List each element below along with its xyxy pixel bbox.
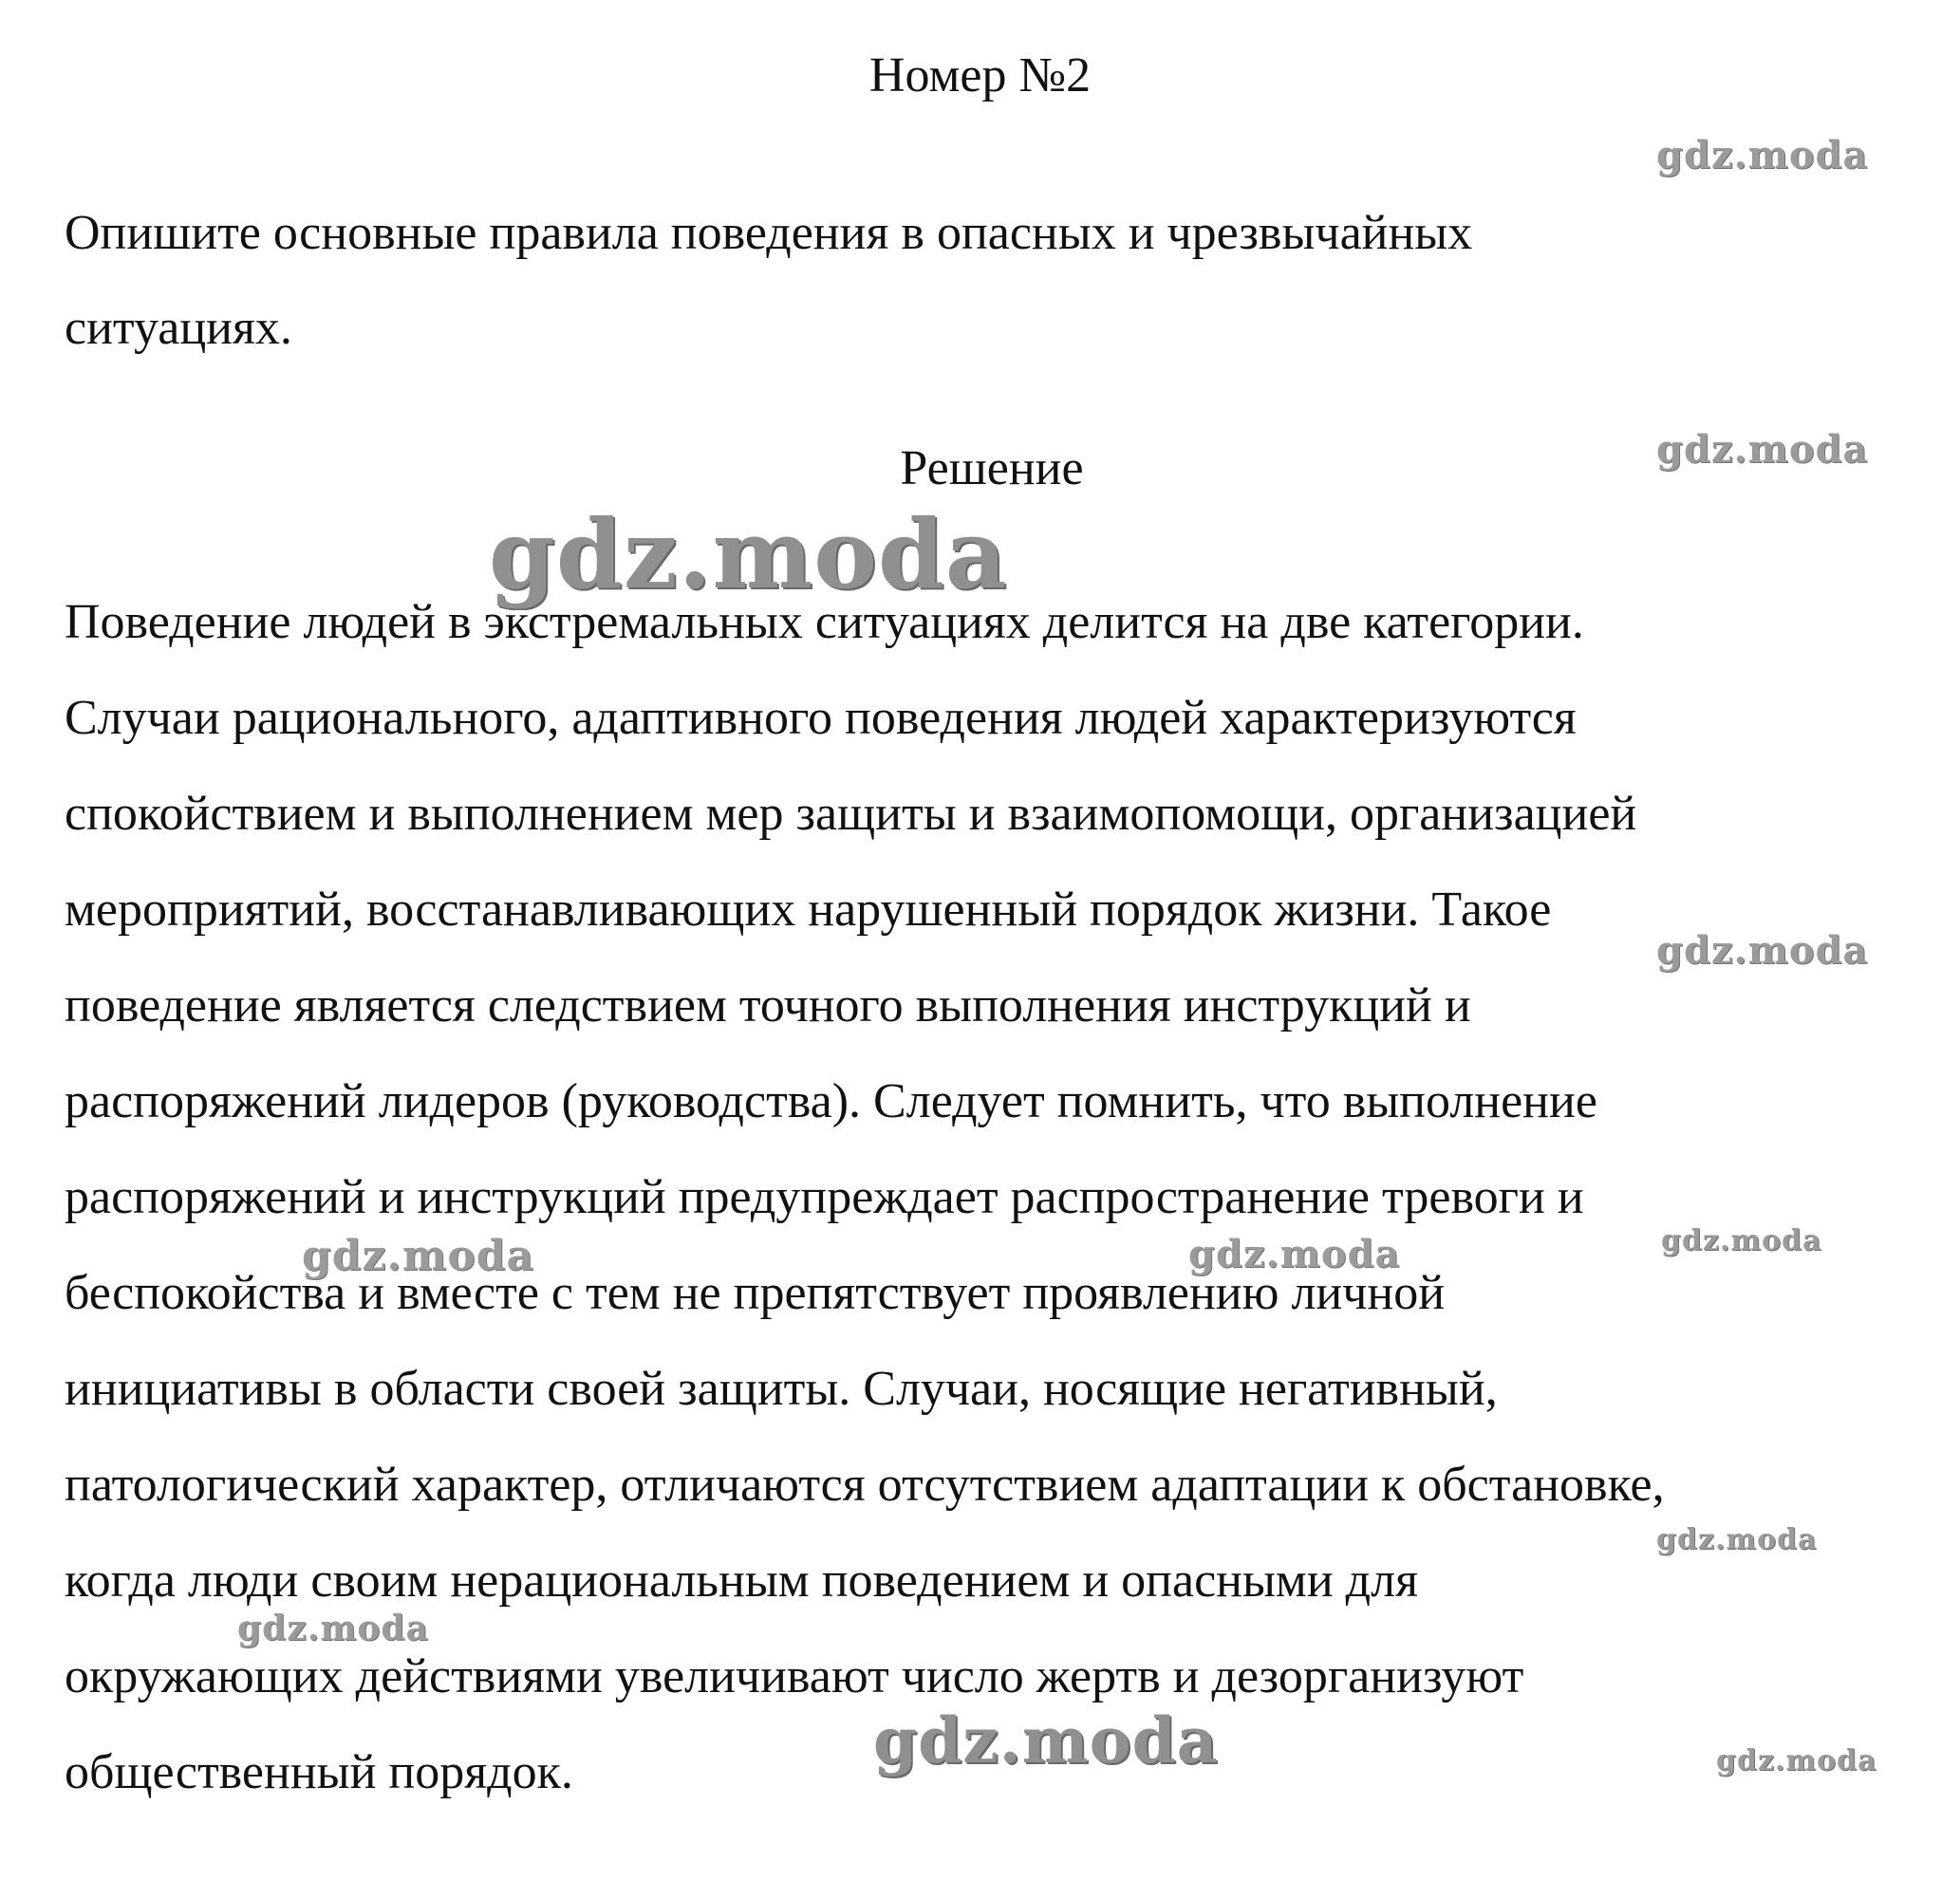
answer-line: общественный порядок. [65,1745,573,1799]
watermark: gdz.moda [302,1232,535,1280]
page-title: Номер №2 [868,48,1092,102]
watermark: gdz.moda [237,1609,429,1648]
answer-line: беспокойства и вместе с тем не препятствует проявлению личной [65,1266,1446,1320]
watermark: gdz.moda [1188,1232,1401,1276]
watermark: gdz.moda [1656,1523,1818,1556]
watermark: gdz.moda [489,498,1008,610]
question-line: Опишите основные правила поведения в опасных и чрезвычайных [65,206,1473,260]
watermark: gdz.moda [1716,1744,1877,1777]
answer-line: Поведение людей в экстремальных ситуациях делится на две категории. [65,595,1584,649]
answer-line: Случаи рационального, адаптивного поведения людей характеризуются [65,691,1577,745]
answer-line: спокойствием и выполнением мер защиты и взаимопомощи, организацией [65,787,1637,841]
answer-line: распоряжений лидеров (руководства). Следует помнить, что выполнение [65,1074,1597,1128]
answer-line: когда люди своим нерациональным поведением и опасными для [65,1554,1418,1608]
answer-line: поведение является следствием точного выполнения инструкций и [65,978,1471,1033]
question-line: ситуациях. [65,301,292,355]
watermark: gdz.moda [1656,427,1869,472]
solution-heading: Решение [900,441,1084,495]
answer-line: распоряжений и инструкций предупреждает распространение тревоги и [65,1170,1584,1224]
watermark: gdz.moda [1656,928,1869,973]
question-text [65,186,1915,376]
watermark: gdz.moda [1656,133,1869,177]
answer-line: патологический характер, отличаются отсутствием адаптации к обстановке, [65,1458,1665,1512]
watermark: gdz.moda [1661,1224,1822,1257]
answer-line: мероприятий, восстанавливающих нарушенный порядок жизни. Такое [65,883,1552,937]
answer-line: окружающих действиями увеличивают число жертв и дезорганизуют [65,1649,1524,1703]
watermark: gdz.moda [873,1703,1219,1777]
answer-line: инициативы в области своей защиты. Случаи, носящие негативный, [65,1362,1498,1416]
